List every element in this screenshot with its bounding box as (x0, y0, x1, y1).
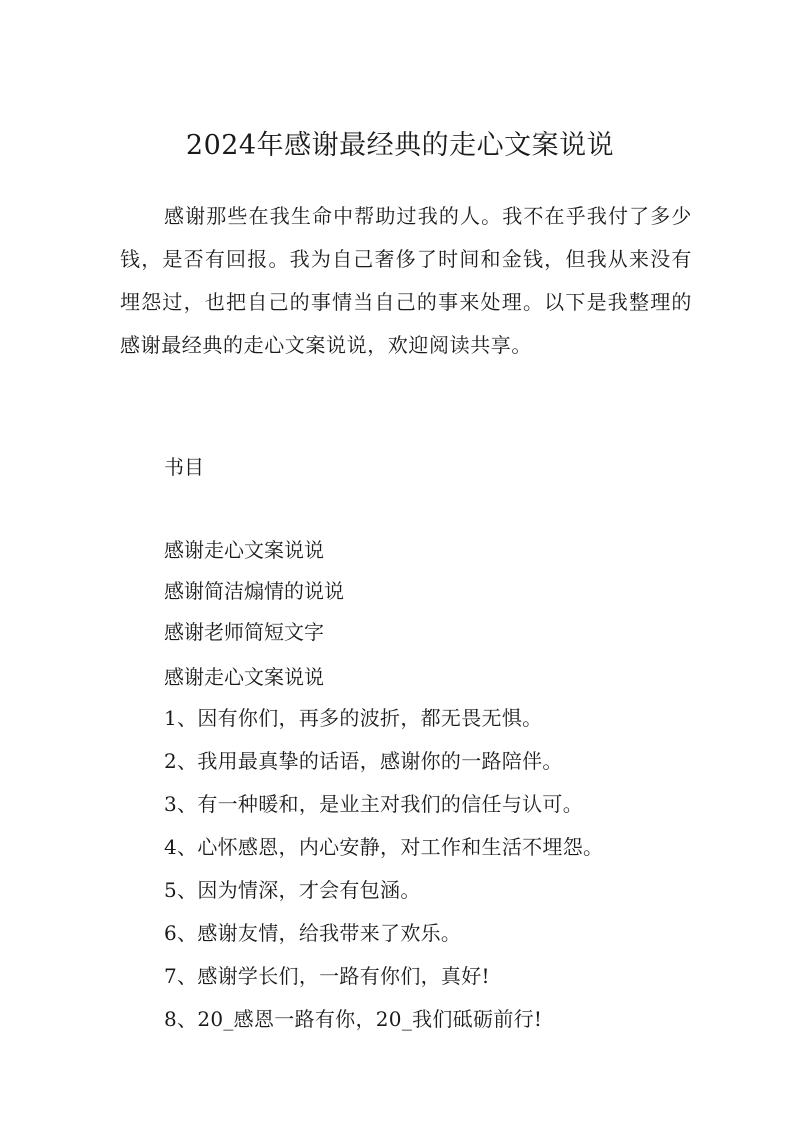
toc-heading: 书目 (164, 455, 204, 479)
quote-item: 5、因为情深，才会有包涵。 (164, 878, 421, 902)
toc-item: 感谢老师简短文字 (164, 620, 324, 644)
quote-item: 4、心怀感恩，内心安静，对工作和生活不埋怨。 (164, 835, 604, 859)
section-title: 感谢走心文案说说 (164, 665, 324, 689)
toc-item: 感谢简洁煽情的说说 (164, 579, 344, 603)
toc-list (164, 530, 344, 653)
quote-item: 1、因有你们，再多的波折，都无畏无惧。 (164, 706, 543, 730)
document-title: 2024年感谢最经典的走心文案说说 (185, 130, 615, 161)
quote-item: 8、20_感恩一路有你，20_我们砥砺前行! (164, 1007, 543, 1031)
quote-item: 2、我用最真挚的话语，感谢你的一路陪伴。 (164, 749, 563, 773)
quotes-section (164, 657, 603, 1041)
toc-item: 感谢走心文案说说 (164, 538, 324, 562)
intro-paragraph: 感谢那些在我生命中帮助过我的人。我不在乎我付了多少钱，是否有回报。我为自己奢侈了时间和金钱，但我从来没有埋怨过，也把自己的事情当自己的事来处理。以下是我整理的感谢最经典的走心文案说说，欢迎阅读共享。 (120, 204, 692, 357)
quote-item: 3、有一种暖和，是业主对我们的信任与认可。 (164, 792, 584, 816)
quote-item: 6、感谢友情，给我带来了欢乐。 (164, 921, 462, 945)
quote-item: 7、感谢学长们，一路有你们，真好! (164, 964, 490, 988)
